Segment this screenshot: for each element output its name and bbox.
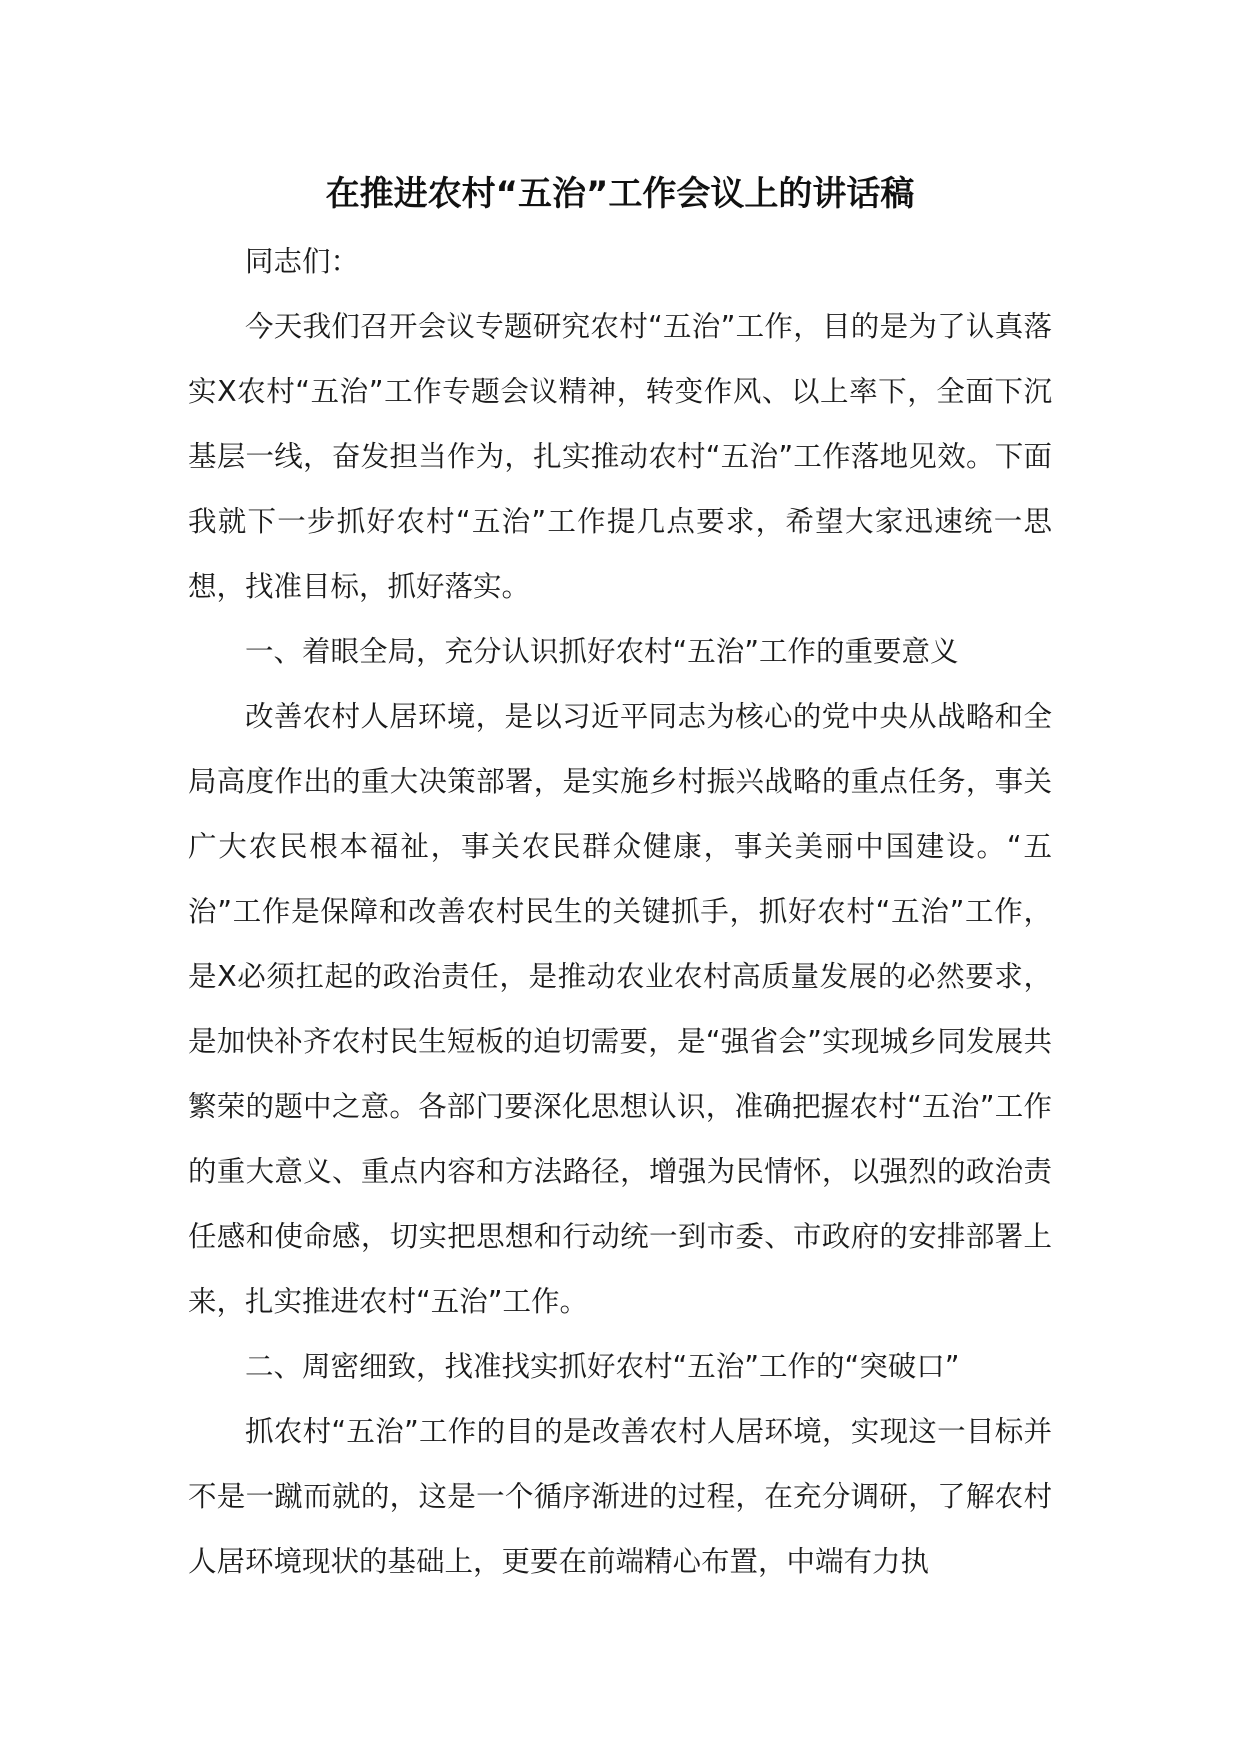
- document-body: [188, 229, 1052, 1594]
- body-paragraph: 今天我们召开会议专题研究农村“五治”工作，目的是为了认真落实X农村“五治”工作专题会议精神，转变作风、以上率下，全面下沉基层一线，奋发担当作为，扎实推动农村“五治”工作落地见效。下面我就下一步抓好农村“五治”工作提几点要求，希望大家迅速统一思想，找准目标，抓好落实。: [188, 310, 1052, 603]
- body-paragraph: 改善农村人居环境，是以习近平同志为核心的党中央从战略和全局高度作出的重大决策部署，是实施乡村振兴战略的重点任务，事关广大农民根本福祉，事关农民群众健康，事关美丽中国建设。“五治”工作是保障和改善农村民生的关键抓手，抓好农村“五治”工作，是X必须扛起的政治责任，是推动农业农村高质量发展的必然要求，是加快补齐农村民生短板的迫切需要，是“强省会”实现城乡同发展共繁荣的题中之意。各部门要深化思想认识，准确把握农村“五治”工作的重大意义、重点内容和方法路径，增强为民情怀，以强烈的政治责任感和使命感，切实把思想和行动统一到市委、市政府的安排部署上来，扎实推进农村“五治”工作。: [188, 700, 1052, 1318]
- document-title: 在推进农村“五治”工作会议上的讲话稿: [325, 174, 915, 214]
- section-heading: 一、着眼全局，充分认识抓好农村“五治”工作的重要意义: [245, 635, 959, 668]
- section-heading: 二、周密细致，找准找实抓好农村“五治”工作的“突破口”: [245, 1350, 960, 1383]
- salutation: 同志们：: [245, 245, 360, 278]
- body-paragraph: 抓农村“五治”工作的目的是改善农村人居环境，实现这一目标并不是一蹴而就的，这是一个循序渐进的过程，在充分调研，了解农村人居环境现状的基础上，更要在前端精心布置，中端有力执: [188, 1415, 1052, 1578]
